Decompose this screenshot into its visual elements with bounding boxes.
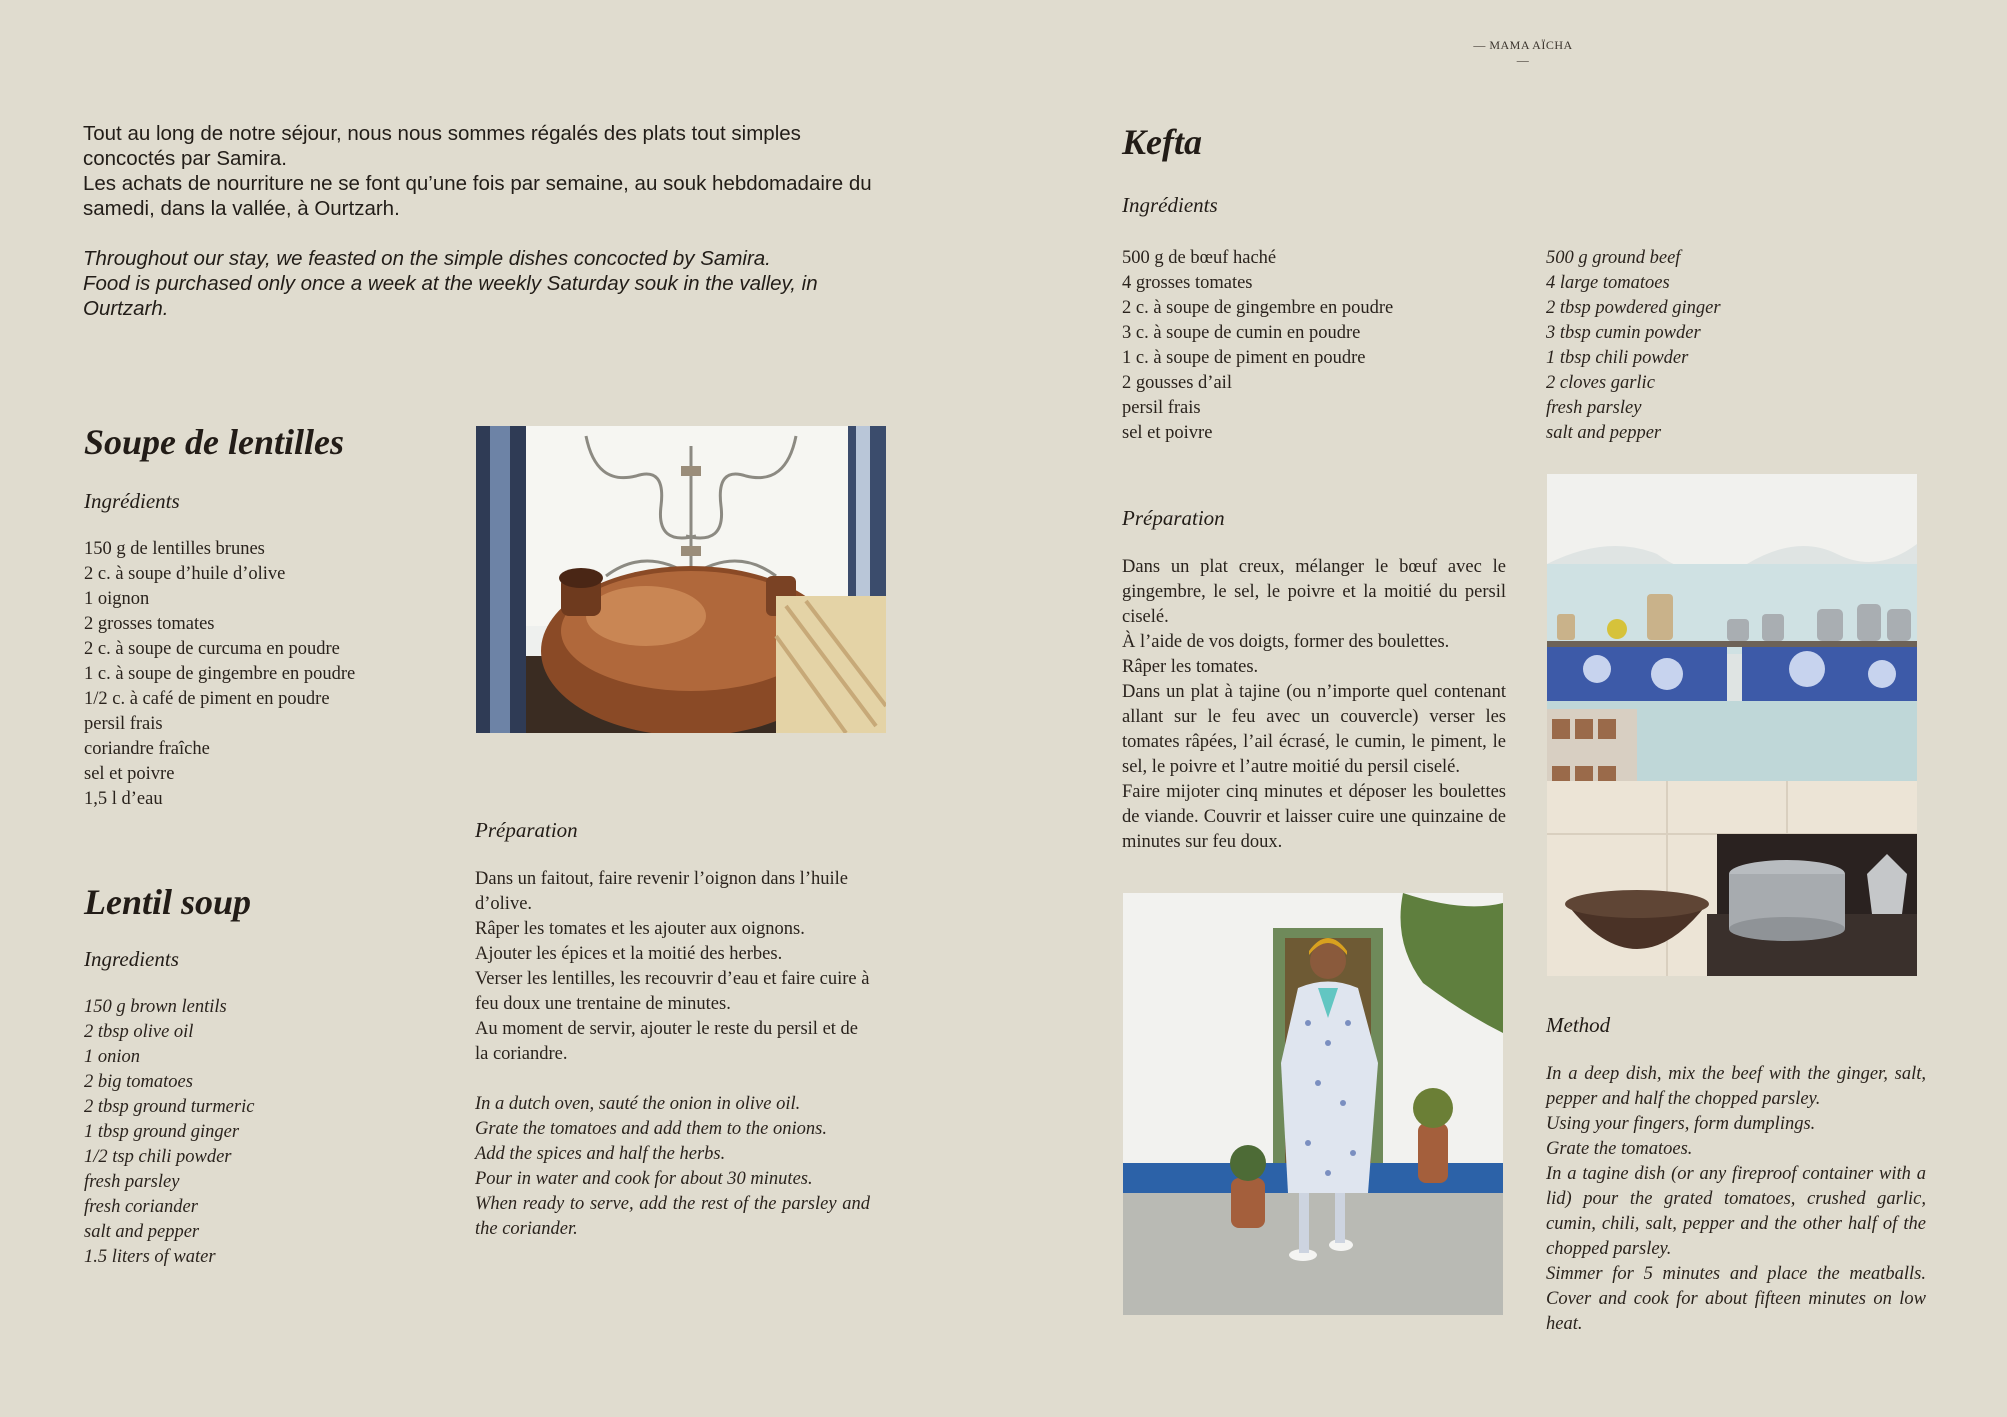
preparation-step: Ajouter les épices et la moitié des herbes. (475, 944, 783, 964)
list-item: 150 g de lentilles brunes (84, 539, 265, 559)
running-title: — MAMA AÏCHA — (1473, 38, 1573, 67)
list-item: 2 tbsp ground turmeric (84, 1097, 255, 1117)
kefta-preparation-fr (1122, 555, 1506, 855)
list-item: coriandre fraîche (84, 739, 210, 759)
preparation-step: In a dutch oven, sauté the onion in olive oil. (475, 1094, 801, 1114)
lentil-soup-ingredient-list-fr (84, 537, 444, 812)
lentil-soup-en (84, 882, 444, 1270)
method-step: Using your fingers, form dumplings. (1546, 1114, 1816, 1134)
list-item: 500 g de bœuf haché (1122, 248, 1277, 268)
intro-text (83, 121, 893, 321)
list-item: 1/2 tsp chili powder (84, 1147, 232, 1167)
lentil-soup-ingredients-heading-en: Ingredients (84, 947, 179, 971)
lentil-soup-preparation (475, 817, 870, 1242)
kefta-ingredient-list-fr (1122, 246, 1522, 446)
list-item: 1 onion (84, 1047, 141, 1067)
list-item: 2 c. à soupe de gingembre en poudre (1122, 298, 1394, 318)
intro-en (83, 246, 893, 321)
kefta-method-heading: Method (1546, 1013, 1611, 1037)
preparation-step: When ready to serve, add the rest of the parsley and the coriander. (475, 1194, 870, 1239)
list-item: 1 tbsp ground ginger (84, 1122, 240, 1142)
list-item: 2 tbsp powdered ginger (1546, 298, 1721, 318)
kitchen-photo (1547, 474, 1917, 976)
list-item: 2 c. à soupe d’huile d’olive (84, 564, 286, 584)
preparation-step: Grate the tomatoes and add them to the onions. (475, 1119, 827, 1139)
kefta-header (1122, 122, 1522, 218)
list-item: fresh coriander (84, 1197, 198, 1217)
method-step: In a deep dish, mix the beef with the ginger, salt, pepper and half the chopped parsley. (1546, 1064, 1926, 1109)
preparation-step: Verser les lentilles, les recouvrir d’eau et faire cuire à feu doux une trentaine de minutes. (475, 969, 870, 1014)
kefta-preparation-heading: Préparation (1122, 506, 1225, 530)
list-item: 4 large tomatoes (1546, 273, 1670, 293)
preparation-step: Pour in water and cook for about 30 minutes. (475, 1169, 813, 1189)
intro-fr-line-1: Tout au long de notre séjour, nous nous sommes régalés des plats tout simples concoctés par Samira. (83, 122, 801, 170)
list-item: 2 grosses tomates (84, 614, 215, 634)
list-item: 2 tbsp olive oil (84, 1022, 194, 1042)
list-item: 2 c. à soupe de curcuma en poudre (84, 639, 340, 659)
list-item: 3 tbsp cumin powder (1546, 323, 1701, 343)
list-item: 1 oignon (84, 589, 150, 609)
list-item: 150 g brown lentils (84, 997, 227, 1017)
list-item: persil frais (1122, 398, 1201, 418)
kefta-ingredients-heading: Ingrédients (1122, 193, 1218, 217)
list-item: 1 c. à soupe de piment en poudre (1122, 348, 1366, 368)
list-item: 2 gousses d’ail (1122, 373, 1232, 393)
lentil-soup-fr (84, 422, 444, 812)
list-item: fresh parsley (84, 1172, 180, 1192)
list-item: 2 cloves garlic (1546, 373, 1655, 393)
intro-en-line-1: Throughout our stay, we feasted on the simple dishes concocted by Samira. (83, 247, 771, 270)
list-item: 1 tbsp chili powder (1546, 348, 1689, 368)
lentil-soup-preparation-fr (475, 867, 870, 1067)
lentil-soup-title-en: Lentil soup (84, 882, 252, 922)
preparation-step: Faire mijoter cinq minutes et déposer les boulettes de viande. Couvrir et laisser cuire une quinzaine de minutes sur feu doux. (1122, 782, 1506, 852)
list-item: 4 grosses tomates (1122, 273, 1253, 293)
kefta-title: Kefta (1122, 122, 1202, 162)
list-item: 1,5 l d’eau (84, 789, 163, 809)
kefta-method-en (1546, 1062, 1926, 1337)
preparation-step: Dans un plat creux, mélanger le bœuf avec le gingembre, le sel, le poivre et la moitié du persil ciselé. (1122, 557, 1506, 627)
list-item: 1.5 liters of water (84, 1247, 216, 1267)
lentil-soup-ingredients-heading-fr: Ingrédients (84, 489, 180, 513)
preparation-step: Dans un plat à tajine (ou n’importe quel contenant allant sur le feu avec un couvercle) verser les tomates râpées, l’ail écrasé, le cumin, le piment, le sel, le poivre et l’autre moitié du persil ciselé. (1122, 682, 1506, 777)
intro-en-line-2: Food is purchased only once a week at the weekly Saturday souk in the valley, in Ourtzarh. (83, 272, 818, 320)
preparation-step: Râper les tomates et les ajouter aux oignons. (475, 919, 805, 939)
preparation-step: À l’aide de vos doigts, former des boulettes. (1122, 632, 1450, 652)
list-item: 3 c. à soupe de cumin en poudre (1122, 323, 1361, 343)
lentil-soup-preparation-heading: Préparation (475, 818, 578, 842)
preparation-step: Add the spices and half the herbs. (475, 1144, 726, 1164)
tagine-window-photo (476, 426, 886, 733)
kefta-preparation (1122, 505, 1506, 855)
lentil-soup-preparation-en (475, 1092, 870, 1242)
list-item: sel et poivre (84, 764, 175, 784)
list-item: 2 big tomatoes (84, 1072, 193, 1092)
intro-fr-line-2: Les achats de nourriture ne se font qu’une fois par semaine, au souk hebdomadaire du samedi, dans la vallée, à Ourtzarh. (83, 172, 872, 220)
list-item: 500 g ground beef (1546, 248, 1681, 268)
list-item: 1/2 c. à café de piment en poudre (84, 689, 330, 709)
woman-doorway-photo (1123, 893, 1503, 1315)
list-item: persil frais (84, 714, 163, 734)
list-item: 1 c. à soupe de gingembre en poudre (84, 664, 356, 684)
kefta-method (1546, 1012, 1926, 1337)
method-step: Simmer for 5 minutes and place the meatballs. Cover and cook for about fifteen minutes on low heat. (1546, 1264, 1926, 1334)
kefta-ingredient-list-en (1546, 246, 1926, 446)
list-item: fresh parsley (1546, 398, 1642, 418)
method-step: Grate the tomatoes. (1546, 1139, 1693, 1159)
list-item: salt and pepper (84, 1222, 200, 1242)
preparation-step: Dans un faitout, faire revenir l’oignon dans l’huile d’olive. (475, 869, 848, 914)
list-item: sel et poivre (1122, 423, 1213, 443)
method-step: In a tagine dish (or any fireproof container with a lid) pour the grated tomatoes, crushed garlic, cumin, chili, salt, pepper and the other half of the chopped parsley. (1546, 1164, 1926, 1259)
list-item: salt and pepper (1546, 423, 1662, 443)
lentil-soup-ingredient-list-en (84, 995, 444, 1270)
lentil-soup-title-fr: Soupe de lentilles (84, 422, 344, 462)
preparation-step: Au moment de servir, ajouter le reste du persil et de la coriandre. (475, 1019, 859, 1064)
preparation-step: Râper les tomates. (1122, 657, 1259, 677)
